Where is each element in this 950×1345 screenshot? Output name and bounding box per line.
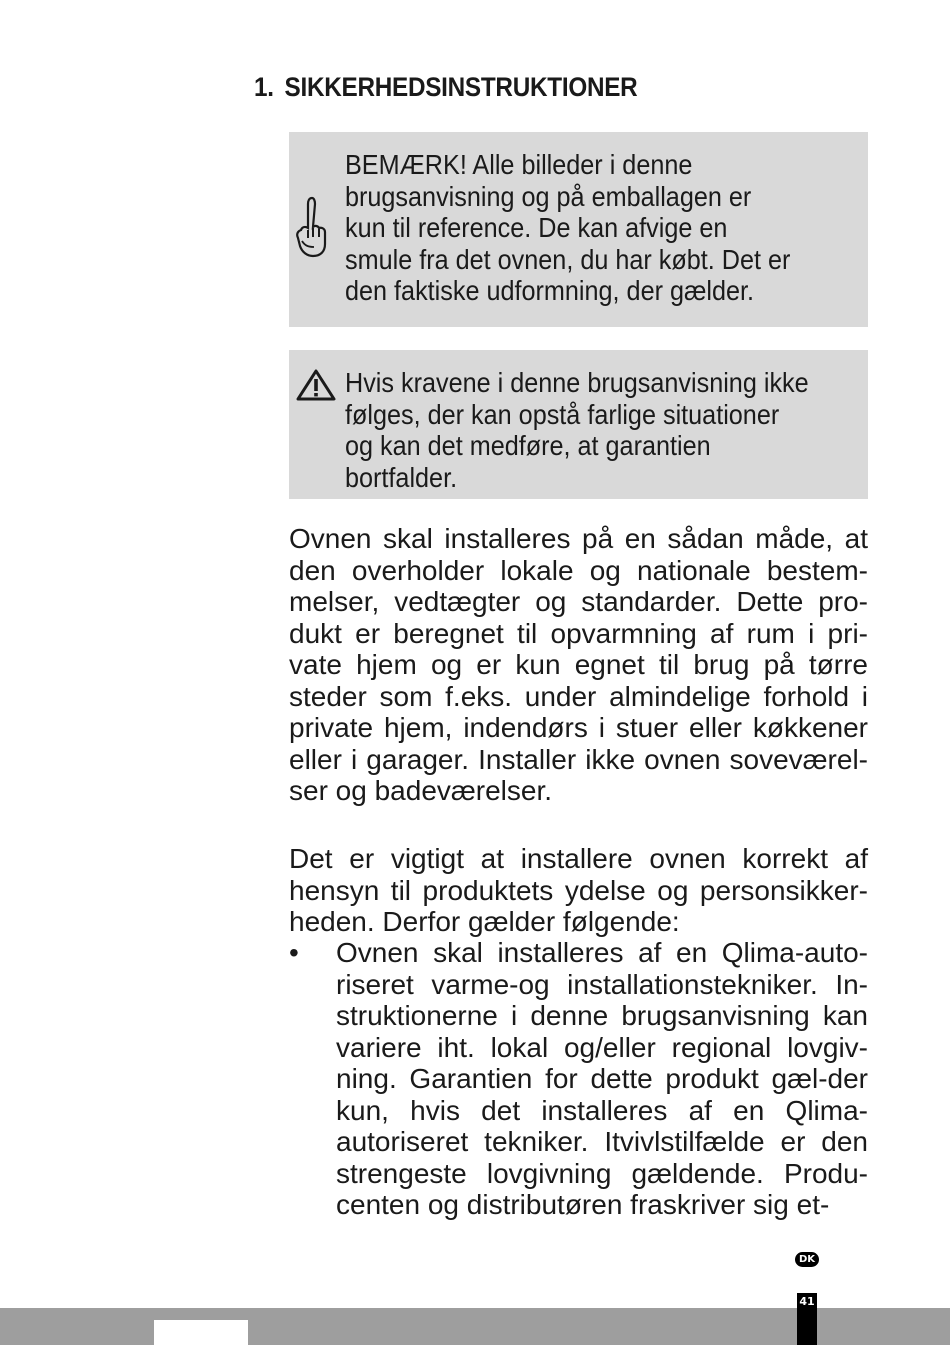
note-text: BEMÆRK! Alle billeder i denne brugsanvisning og på emballagen er kun til reference. De kan afvige en smule fra det ovnen, du har købt. Det er den faktiske udformning, der gælder. bbox=[345, 149, 791, 306]
section-title: SIKKERHEDSINSTRUKTIONER bbox=[284, 72, 638, 102]
bullet-icon: • bbox=[289, 937, 299, 968]
warning-text: Hvis kravene i denne brugsanvisning ikke følges, der kan opstå farlige situationer og kan det medføre, at garantien bortfalder. bbox=[345, 367, 809, 493]
section-number: 1. bbox=[254, 72, 274, 102]
section-heading bbox=[254, 72, 637, 103]
page-number: 41 bbox=[797, 1293, 817, 1345]
language-badge: DK bbox=[795, 1252, 819, 1267]
footer-blank-area bbox=[154, 1320, 248, 1345]
bullet-list-item bbox=[289, 937, 868, 1237]
warning-triangle-icon bbox=[295, 368, 337, 402]
note-box bbox=[289, 132, 868, 327]
bullet-text: Ovnen skal installeres af en Qlima-auto-riseret varme-og installationstekniker. In-struktionerne i denne brugsanvisning kan variere iht. lokal og/eller regional lovgiv-ning. Garantien for dette produkt gæl-der kun, hvis det installeres af en Qlima-autoriseret tekniker. Itvivlstilfælde er den strengeste lovgivning gældende. Produ-centen og distributøren fraskriver sig et- bbox=[336, 937, 868, 1220]
pointing-finger-icon bbox=[295, 194, 329, 264]
warning-box bbox=[289, 350, 868, 499]
body-paragraph: Ovnen skal installeres på en sådan måde, at den overholder lokale og nationale bestem-melser, vedtægter og standarder. Dette pro-dukt er beregnet til opvarmning af rum i pri-vate hjem og er kun egnet til brug på tørre steder som f.eks. under almindelige forhold i private hjem, indendørs i stuer eller køkkener eller i garager. Installer ikke ovnen soveværel-ser og badeværelser. bbox=[289, 523, 868, 806]
body-paragraph: Det er vigtigt at installere ovnen korrekt af hensyn til produktets ydelse og personsikker-heden. Derfor gælder følgende: bbox=[289, 843, 868, 937]
